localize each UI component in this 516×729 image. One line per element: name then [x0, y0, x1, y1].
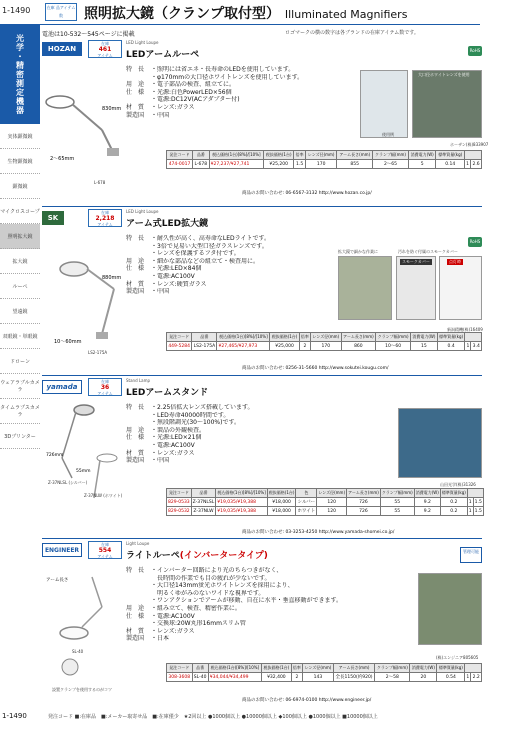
page-title-en: Illuminated Magnifiers — [284, 8, 408, 21]
usage-photo — [360, 70, 408, 138]
model-label: SL-40 — [72, 649, 84, 654]
brand-row — [42, 541, 482, 565]
sidebar-item[interactable]: マイクロスコープ — [0, 199, 40, 224]
sidebar-item[interactable]: 3Dプリンター — [0, 424, 40, 449]
diagram-label: 726mm — [46, 453, 64, 458]
product-name: LEDアームルーペ — [126, 50, 200, 60]
lit-photo — [439, 256, 482, 320]
table-row: 308-3608 SL-40 ¥34,044/¥34,499 ¥32,400 2 143 全長1150(約920) 2～58 20 0.54 1 2.2 — [168, 674, 480, 680]
stock-count-box: 在庫 2,218 アイテム — [88, 209, 122, 227]
sidebar-item[interactable]: ルーペ — [0, 274, 40, 299]
sidebar-item[interactable]: タイムラプスカメラ — [0, 399, 40, 424]
photo-caption: 拡大鏡で細かな作業に — [338, 249, 378, 254]
lens-photo — [412, 70, 482, 138]
spec-list: 特 長 ・2.25倍拡大レンズ搭載しています。 ・LED寿命40000時間です。 ・無段階調光(30～100%)です。 用 途 ・製品の外観検査。 仕 様 ・光源:LED×21個 ・電源:AC100V 材 質 ・レンズ:ガラス 製造国 ・中国 — [126, 404, 254, 465]
brand-logo: ENGINEER — [42, 543, 82, 557]
photo-badge: 点灯時 — [449, 259, 461, 264]
spec-list: 特 長 ・照明には省エネ・長寿命のLEDを使用しています。 ・φ170mmの大口径ホワイトレンズを使用しています。 用 途 ・電子部品の検査、組立てに。 仕 様 ・光源:白色PowerLED×56個 ・電源:DC12V(ACアダプター付) 材 質 ・レンズ:ガラス 製造国 ・中国 — [126, 66, 304, 119]
spec-list: 特 長 ・耐久性が高く、高寿命なLEDライトです。 ・3倍で見易い大型口径ガラスレンズです。 ・レンズを保護するフタ付です。 用 途 ・細かな部品などの組立て・検査用に。 仕 様 ・光源:LED×84個 ・電源:AC100V 材 質 ・レンズ:硬質ガラス 製造国 ・中国 — [126, 235, 270, 296]
model-note: 設置クランプを使用するのがコツ — [52, 687, 112, 692]
subcategory-label: LED Light Loupe — [126, 40, 159, 45]
diagram-label: アーム長さ — [46, 578, 69, 583]
model-label: L-678 — [94, 180, 106, 185]
sidebar-item[interactable]: 望遠鏡 — [0, 299, 40, 324]
diagram-label: 55mm — [76, 469, 91, 474]
photo-badge: スモークカバー — [402, 259, 430, 264]
sidebar-item[interactable]: 生物顕微鏡 — [0, 149, 40, 174]
diagram-label: 830mm — [102, 106, 122, 112]
category-sidebar — [0, 24, 40, 707]
footer-page-number: 1-1490 — [2, 712, 27, 720]
rohs-badge: RoHS — [468, 46, 482, 56]
spec-table: 発注コード 品番 税込価格(1台)[8%]/[10%] 税抜価格(1台) 色 レンズ径(mm) アーム長さ(mm) クランプ幅(mm) 消費電力(W) 標準質量(kg) 829-0533 Z-37NLSL ¥19,035/¥19,388 ¥18,000 シルバー 120 726 55 9.2 0.2 1 1.5 829-0532 Z-37NLW ¥19,035/¥19,388 ¥18,000 ホワイト 120 726 55 9.2 0.2 1 1.5 — [168, 489, 482, 514]
sidebar-category: 光学・精密測定機器 — [0, 24, 40, 124]
subcategory-label: Light Loupe — [126, 541, 150, 546]
inquiry-line: 商品のお問い合わせ: 0256-31-5660 http://www.sokutei.kougu.com/ — [242, 366, 389, 371]
header-divider — [40, 24, 480, 25]
footer-legend: 発注コード ■:在庫品 ■:メーカー取寄せ品 ■:在庫僅少 ★2回以上 ●1000個以上 ●10000個以上 ◆100個以上 ●1000個以上 ■10000個以上 — [48, 714, 378, 720]
subcategory-label: Stand Lamp — [126, 378, 151, 383]
stock-count-box: 在庫 36 アイテム — [88, 378, 122, 396]
photo-id: (株)エンジニア805605 — [436, 655, 479, 660]
photo-caption: 大口径ホワイトレンズを使用 — [418, 72, 470, 77]
spec-table: 発注コード 品番 税込価格(1台)[8%]/[10%] 税抜価格(1台) 倍率 レンズ径(mm) アーム長さ(mm) クランプ幅(mm) 消費電力(W) 標準質量(kg) 308-3608 SL-40 ¥34,044/¥34,499 ¥32,400 2 143 全長1150(約920) 2～58 20 0.54 1 2.2 — [168, 664, 480, 680]
sidebar-item[interactable]: 顕微鏡 — [0, 174, 40, 199]
inquiry-line: 商品のお問い合わせ: 06-6974-0100 http://www.engineer.jp/ — [242, 698, 372, 703]
cover-photo — [396, 256, 436, 320]
battery-note: 電池は10-532～545ページに掲載 — [42, 31, 135, 38]
sidebar-item[interactable]: ウェアラブルカメラ — [0, 374, 40, 399]
product-section — [42, 378, 482, 536]
product-name: LEDアームスタンド — [126, 388, 209, 398]
section-divider — [42, 206, 482, 207]
diagram-label: 10～60mm — [54, 339, 82, 345]
product-section — [42, 541, 482, 705]
rohs-badge: RoHS — [468, 237, 482, 247]
product-name: ライトルーペ(インバータータイプ) — [126, 551, 268, 561]
lamp-diagram — [42, 567, 124, 677]
inquiry-line: 商品のお問い合わせ: 06-6567-3132 http://www.hozan.co.jp/ — [242, 191, 372, 196]
product-name: アーム式LED拡大鏡 — [126, 219, 209, 229]
brand-logo: SK — [42, 211, 64, 225]
inquiry-line: 商品のお問い合わせ: 03-3253-4250 http://www.yamada-shomei.co.jp/ — [242, 530, 395, 535]
logo-note: ロゴマークの横の数字は各ブランドの在庫アイテム数です。 — [285, 30, 419, 36]
photo-id: 新潟精機(株)16409 — [447, 327, 483, 332]
photo-caption: 使用例 — [382, 132, 394, 137]
stock-count-box: 在庫 554 アイテム — [88, 541, 122, 559]
managed-badge: 管理可能 — [460, 547, 482, 563]
worker-photo — [398, 408, 482, 478]
photo-caption: 汚れを防ぐ付属のスモークカバー — [398, 249, 458, 254]
work-photo — [338, 256, 392, 320]
sidebar-item[interactable]: 拡大鏡 — [0, 249, 40, 274]
brand-row — [42, 40, 482, 64]
diagram-label: 880mm — [102, 275, 122, 281]
section-divider — [42, 375, 482, 376]
subcategory-label: LED Light Loupe — [126, 209, 159, 214]
page-footer — [0, 708, 516, 729]
product-section — [42, 209, 482, 373]
table-row: 829-0533 Z-37NLSL ¥19,035/¥19,388 ¥18,000 シルバー 120 726 55 9.2 0.2 1 1.5 — [168, 499, 482, 505]
spec-table: 発注コード 品番 税込価格(1台)[8%]/[10%] 税抜価格(1台) 倍率 レンズ径(mm) アーム長さ(mm) クランプ幅(mm) 消費電力(W) 標準質量(kg) 449-5284 LS2-175A ¥27,465/¥27,973 ¥25,000 2 170 860 10～60 15 0.4 1 3.4 — [168, 333, 480, 349]
section-divider — [42, 538, 482, 539]
brand-logo: HOZAN — [42, 42, 82, 56]
brand-logo: yamada — [42, 380, 82, 394]
photo-id: 山田光学(株)31326 — [440, 482, 476, 487]
table-row: 474-0017 L-678 ¥27,237/¥27,741 ¥25,200 1.5 170 855 2～65 5 0.14 1 2.6 — [167, 160, 482, 169]
sidebar-item[interactable]: 実体顕微鏡 — [0, 124, 40, 149]
model-label: LS2-175A — [88, 350, 108, 355]
brand-row — [42, 209, 482, 244]
sidebar-item-active[interactable]: 照明拡大鏡 — [0, 224, 40, 249]
magnifier-photo — [418, 573, 482, 645]
sidebar-item[interactable]: 双眼鏡・単眼鏡 — [0, 324, 40, 349]
table-row: 829-0532 Z-37NLW ¥19,035/¥19,388 ¥18,000 ホワイト 120 726 55 9.2 0.2 1 1.5 — [168, 508, 482, 514]
sidebar-item[interactable]: ドローン — [0, 349, 40, 374]
diagram-label: 2～65mm — [50, 156, 75, 162]
lamp-diagram — [42, 239, 124, 349]
stock-legend-box: 在庫 品アイテム数 — [45, 3, 77, 21]
spec-list: 特 長 ・インバーター回路により光のちらつきがなく、 長時間の作業でも目の疲れが少ないです。 ・大口径143mm蛍光ホワイトレンズを採用により、 明るくゆがみのないワイドな視界です。 ・ワンアクションでアームが移動、自在に水平・垂直移動ができます。 用 途 ・組み立て、検査、精密作業に。 仕 様 ・電源:AC100V ・交換球:20W丸形16mmスリム管 材 質 ・レンズ:ガラス 製造国 ・日本 — [126, 567, 343, 643]
spec-table: 発注コード 品番 税込価格(1台)[8%]/[10%] 税抜価格(1台) 倍率 レンズ径(mm) アーム長さ(mm) クランプ幅(mm) 消費電力(W) 標準質量(kg) 474-0017 L-678 ¥27,237/¥27,741 ¥25,200 1.5 170 855 2～65 5 0.14 1 2.6 — [166, 150, 482, 169]
product-section — [42, 40, 489, 204]
page-header — [0, 0, 516, 24]
page-title: 照明拡大鏡（クランプ取付型） Illuminated Magnifiers — [84, 6, 408, 22]
photo-id: ホーザン(株)833907 — [450, 142, 489, 147]
stock-count-box: 在庫 461 アイテム — [88, 40, 122, 58]
model-label: Z-37NLSL (シルバー) — [48, 480, 88, 485]
lamp-diagram — [42, 90, 124, 165]
model-label: Z-37NLW (ホワイト) — [84, 493, 123, 498]
page-number: 1-1490 — [2, 6, 31, 15]
lamp-diagram — [42, 398, 124, 518]
table-row: 449-5284 LS2-175A ¥27,465/¥27,973 ¥25,000 2 170 860 10～60 15 0.4 1 3.4 — [168, 343, 480, 349]
